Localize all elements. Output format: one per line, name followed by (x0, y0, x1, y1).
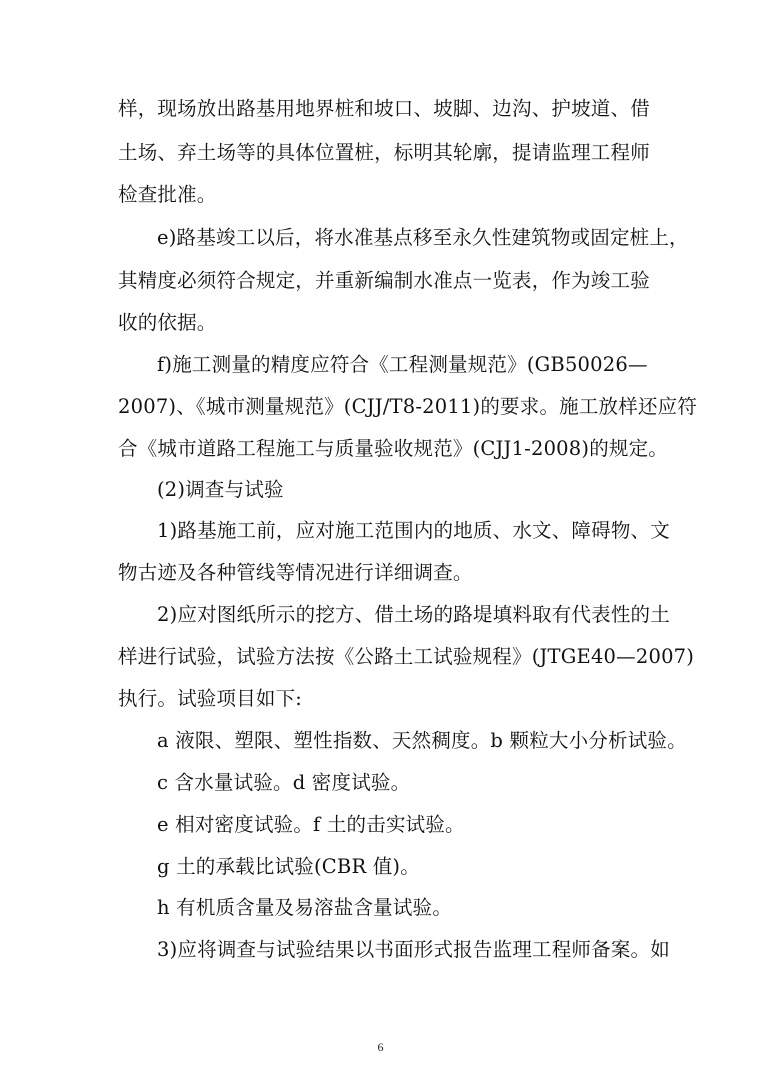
text-line: 收的依据。 (118, 311, 217, 334)
text-line: 物古迹及各种管线等情况进行详细调查。 (118, 561, 473, 584)
text-line: 样，现场放出路基用地界桩和坡口、坡脚、边沟、护坡道、借 (118, 97, 650, 120)
text-line: 土场、弃土场等的具体位置桩，标明其轮廓，提请监理工程师 (118, 141, 650, 164)
text-line: 检查批准。 (118, 183, 217, 206)
section-heading: (2)调查与试验 (157, 478, 284, 501)
text-line: 执行。试验项目如下: (118, 687, 303, 710)
list-item: e 相对密度试验。f 土的击实试验。 (157, 813, 465, 836)
list-item: c 含水量试验。d 密度试验。 (157, 771, 411, 794)
page-number: 6 (377, 1040, 384, 1054)
text-line: e)路基竣工以后，将水准基点移至永久性建筑物或固定桩上， (157, 226, 689, 249)
text-line: 3)应将调查与试验结果以书面形式报告监理工程师备案。如 (157, 938, 670, 961)
list-item: h 有机质含量及易溶盐含量试验。 (157, 896, 452, 919)
text-line: 1)路基施工前，应对施工范围内的地质、水文、障碍物、文 (157, 519, 670, 542)
text-line: 样进行试验，试验方法按《公路土工试验规程》(JTGE40—2007) (118, 645, 695, 668)
text-line: 其精度必须符合规定，并重新编制水准点一览表，作为竣工验 (118, 269, 650, 292)
text-line: 合《城市道路工程施工与质量验收规范》(CJJ1-2008)的规定。 (118, 437, 668, 460)
text-line: 2)应对图纸所示的挖方、借土场的路堤填料取有代表性的土 (157, 603, 670, 626)
list-item: g 土的承载比试验(CBR 值)。 (157, 855, 420, 878)
list-item: a 液限、塑限、塑性指数、天然稠度。b 颗粒大小分析试验。 (157, 729, 687, 752)
text-line: 2007)、《城市测量规范》(CJJ/T8-2011)的要求。施工放样还应符 (118, 395, 698, 418)
text-line: f)施工测量的精度应符合《工程测量规范》(GB50026— (157, 353, 648, 376)
